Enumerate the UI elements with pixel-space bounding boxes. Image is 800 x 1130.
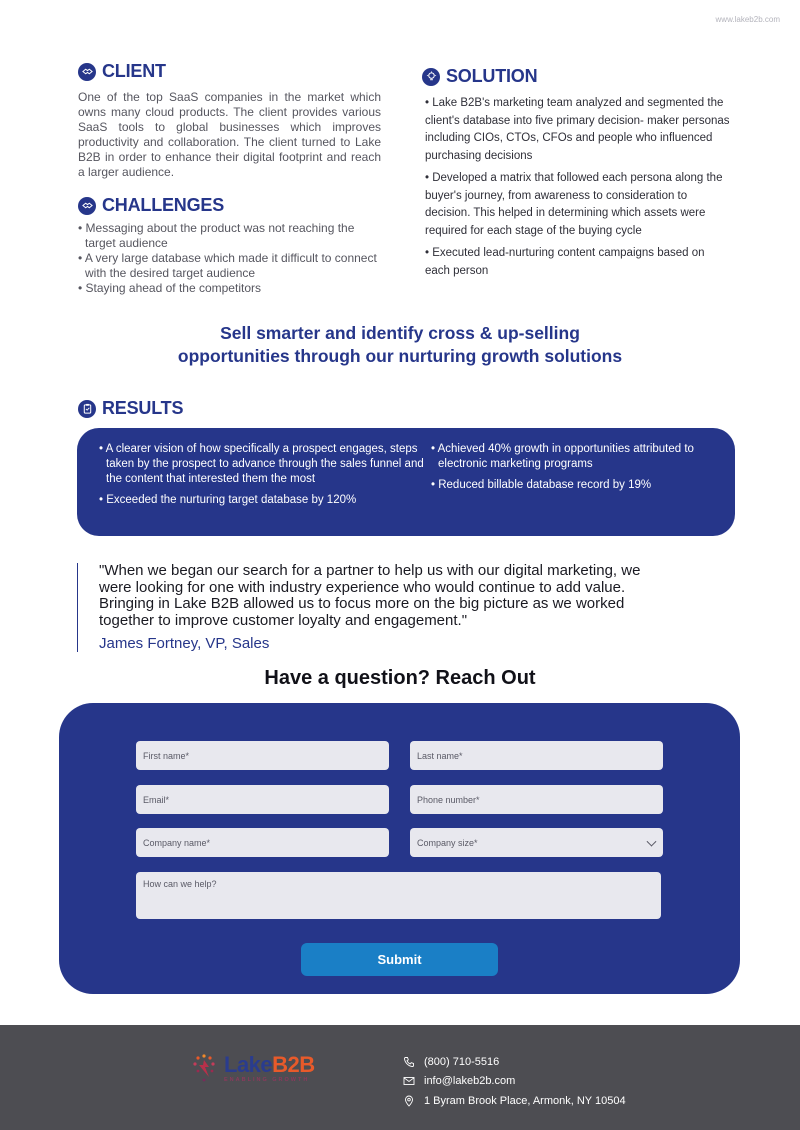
help-textarea[interactable] [136,872,661,919]
solution-heading [422,66,732,87]
submit-button[interactable]: Submit [301,943,498,976]
headline-line: opportunities through our nurturing growth solutions [177,346,623,366]
email-field[interactable] [136,785,389,814]
last-name-placeholder: Last name* [417,750,463,761]
clipboard-icon [78,400,96,418]
help-placeholder: How can we help? [143,879,217,889]
list-item: • Achieved 40% growth in opportunities attributed to electronic marketing programs [431,442,731,472]
list-item: • Lake B2B's marketing team analyzed and segmented the client's database into five primary decision- maker personas including CIOs, CTOs, CFOs and people who influenced purchasing decisions [425,97,730,162]
client-section [78,61,381,180]
headline [0,322,800,368]
email-placeholder: Email* [143,794,170,805]
form-title: Have a question? Reach Out [264,667,536,689]
list-item: • Exceeded the nurturing target database by 120% [99,493,429,508]
challenges-section [78,195,388,296]
company-size-placeholder: Company size* [417,837,478,848]
list-item: • Messaging about the product was not reaching the target audience [78,221,388,251]
list-item: • A very large database which made it difficult to connect with the desired target audience [78,251,388,281]
footer-address [403,1091,626,1111]
handshake-icon [78,63,96,81]
footer-contact [403,1052,626,1111]
location-pin-icon [403,1095,415,1107]
chevron-down-icon[interactable] [647,836,657,846]
logo-mark-icon [192,1053,220,1083]
challenges-title: CHALLENGES [102,195,225,215]
challenges-heading [78,195,388,216]
lightbulb-gear-icon [422,68,440,86]
list-item: • Developed a matrix that followed each persona along the buyer's journey, from awareness to consideration to decision. This helped in determining which assets were required for each stage of the buying cycle [425,172,723,237]
client-heading [78,61,381,82]
quote-author: James Fortney, VP, Sales [99,635,270,652]
footer-email[interactable] [403,1072,626,1092]
results-heading [78,398,183,419]
footer-phone-text: (800) 710-5516 [424,1055,500,1068]
results-list [431,442,731,499]
footer-email-text: info@lakeb2b.com [424,1075,516,1088]
footer-address-text: 1 Byram Brook Place, Armonk, NY 10504 [424,1094,626,1107]
challenges-list [78,221,388,296]
first-name-placeholder: First name* [143,750,190,761]
list-item: • A clearer vision of how specifically a prospect engages, steps taken by the prospect to advance through the sales funnel and the content that interested them the most [99,442,429,487]
last-name-field[interactable] [410,741,663,770]
headline-line: Sell smarter and identify cross & up-selling [220,323,580,343]
logo-text [224,1051,315,1083]
contact-form [59,703,740,994]
solution-section [422,66,732,285]
logo-tagline: ENABLING GROWTH [224,1076,310,1083]
logo-lake: Lake [224,1051,273,1077]
phone-placeholder: Phone number* [417,794,480,805]
results-title: RESULTS [102,398,184,418]
company-name-field[interactable] [136,828,389,857]
first-name-field[interactable] [136,741,389,770]
list-item: • Reduced billable database record by 19% [431,478,731,493]
quote-text: "When we began our search for a partner to help us with our digital marketing, we were looking for one with industry experience who would continue to add value. Bringing in Lake B2B allowed us to focus more on the big picture as we worked together to improve customer loyalty and engagement." [99,562,641,629]
site-url[interactable]: www.lakeb2b.com [715,15,780,24]
lakeb2b-logo[interactable] [192,1053,315,1083]
phone-icon [403,1056,415,1068]
testimonial-quote [77,563,677,652]
company-size-select[interactable] [410,828,663,857]
solution-title: SOLUTION [446,66,538,86]
phone-field[interactable] [410,785,663,814]
handshake-icon [78,197,96,215]
list-item: • Staying ahead of the competitors [78,281,388,296]
solution-list [422,95,732,280]
list-item: • Executed lead-nurturing content campaigns based on each person [425,247,705,277]
results-box [77,428,735,536]
logo-b2b: B2B [272,1051,315,1077]
footer [0,1025,800,1130]
mail-icon [403,1075,415,1087]
company-name-placeholder: Company name* [143,837,211,848]
client-title: CLIENT [102,61,166,81]
client-text: One of the top SaaS companies in the market which owns many cloud products. The client provides various SaaS tools to global businesses which improves productivity and collaboration. The client turned to Lake B2B in order to enhance their digital footprint and reach a larger audience. [78,90,381,179]
footer-phone[interactable] [403,1052,626,1072]
logo-wordmark [224,1051,315,1077]
results-list [99,442,429,514]
